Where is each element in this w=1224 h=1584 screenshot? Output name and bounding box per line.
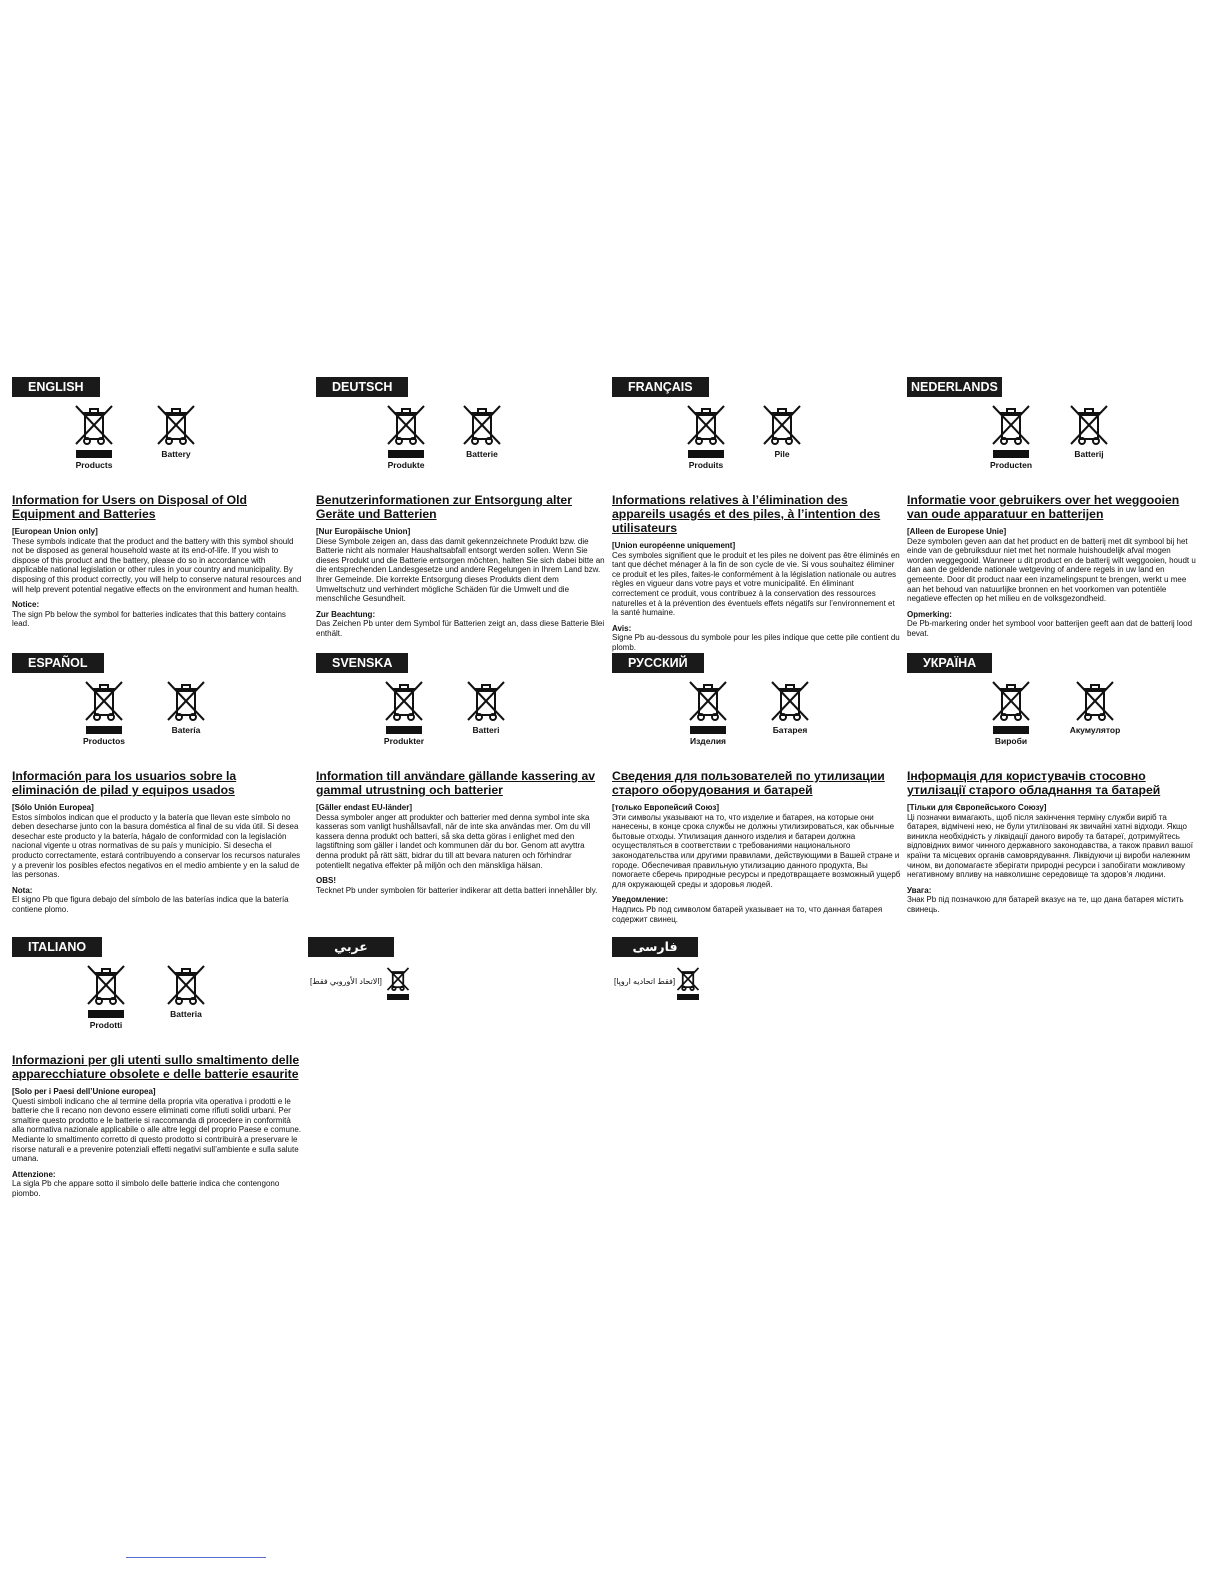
scope-label: [Nur Europäische Union] — [316, 527, 411, 536]
section-title: Informazioni per gli utenti sullo smaltimento delle apparecchiature obsolete e delle batterie esaurite — [12, 1053, 300, 1081]
crossed-bin-icon — [684, 677, 732, 725]
battery-label: Battery — [161, 449, 191, 459]
notice-text: La sigla Pb che appare sotto il simbolo delle batterie indica che contengono piombo. — [12, 1179, 280, 1198]
black-bar — [86, 726, 122, 734]
crossed-bin-icon — [674, 965, 702, 993]
crossed-bin-icon — [384, 965, 412, 993]
products-symbol — [668, 965, 708, 1002]
products-symbol — [981, 677, 1041, 746]
section-english — [12, 377, 302, 629]
body-text: Deze symbolen geven aan dat het product en de batterij met dit symbool bij het einde van de gebruiksduur niet met het normale huishoudelijk afval mogen worden weggegooid. Wanneer u dit product en de batterij wilt weggooien, houdt u dan aan de geldende nationale wetgeving of andere regels in uw land en gemeente. Door dit product naar een inzamelingspunt te brengen, werkt u mee aan het behoud van natuurlijke bronnen en het voorkomen van potentiële negatieve effecten op het milieu en de volksgezondheid. — [907, 536, 1196, 604]
products-label: Productos — [82, 736, 126, 746]
language-label: ESPAÑOL — [12, 653, 104, 673]
notice-title: Уведомление: — [612, 895, 668, 905]
notice-text: Tecknet Pb under symbolen för batterier indikerar att detta batteri innehåller bly. — [316, 885, 598, 895]
crossed-bin-icon — [766, 677, 814, 725]
crossed-bin-icon — [382, 401, 430, 449]
scope-label: [الاتحاد الأوروبي فقط] — [310, 977, 382, 986]
notice-text: Знак Pb під позначкою для батарей вказує на те, що дана батарея містить свинець. — [907, 895, 1184, 914]
section-deutsch — [316, 377, 606, 639]
crossed-bin-icon — [162, 677, 210, 725]
section-title: Сведения для пользователей по утилизации старого оборудования и батарей — [612, 769, 885, 797]
language-label: SVENSKA — [316, 653, 408, 673]
notice-text: De Pb-markering onder het symbool voor batterijen geeft aan dat de batterij lood bevat. — [907, 619, 1193, 638]
scope-label: [Union européenne uniquement] — [612, 541, 736, 550]
crossed-bin-icon — [1065, 401, 1113, 449]
crossed-bin-icon — [70, 401, 118, 449]
body-text: Ці позначки вимагають, щоб після закінчення терміну служби виріб та батарея, відмічені нею, не були утилізовані як звичайні хатні відходи. Якщо виникла необхідність у ліквідації даного виробу та батареї, дотримуйтесь відповідних вимог чинного державного законодавства, а також правил вашої країни та місцевих органів самоврядування. Ліквідуючи ці вироби належним чином, ви допомагаєте зберігати природні ресурси і запобігати можливому негативному впливу на навколишнє середовище та здоров’я людини. — [907, 812, 1193, 880]
section-title: Information for Users on Disposal of Old Equipment and Batteries — [12, 493, 247, 521]
products-symbol — [76, 961, 136, 1030]
crossed-bin-icon — [380, 677, 428, 725]
products-symbol — [678, 677, 738, 746]
products-symbol — [981, 401, 1041, 470]
products-symbol — [64, 401, 124, 470]
rtl-row — [612, 965, 902, 1005]
battery-symbol — [456, 677, 516, 735]
battery-label: Batteria — [170, 1009, 202, 1019]
body-text: Questi simboli indicano che al termine della propria vita operativa i prodotti e le batterie che li recano non devono essere eliminati come rifiuti solidi urbani. Per smaltire questo prodotto e le batterie si raccomanda di procedere in conformità alla normativa nazionale applicabile o alle altre leggi del proprio Paese e comune. Mediante lo smaltimento corretto di questo prodotto si contribuirà a preservare le risorse naturali e a prevenire potenziali effetti negativi sull’ambiente e sulla salute umana. — [12, 1096, 302, 1164]
scope-label: [только Европейсий Союз] — [612, 803, 720, 812]
black-bar — [993, 450, 1029, 458]
black-bar — [387, 994, 409, 1000]
battery-symbol — [156, 677, 216, 735]
black-bar — [677, 994, 699, 1000]
section-italiano — [12, 937, 302, 1199]
products-label: Produkte — [387, 460, 425, 470]
scope-label: [Alleen de Europese Unie] — [907, 527, 1007, 536]
scope-label: [Sólo Unión Europea] — [12, 803, 94, 812]
notice-title: OBS! — [316, 876, 336, 886]
notice-text: The sign Pb below the symbol for batteries indicates that this battery contains lead. — [12, 609, 286, 629]
section-title: Informations relatives à l’élimination des appareils usagés et des piles, à l’intention des utilisateurs — [612, 493, 881, 535]
disposal-symbols — [907, 399, 1197, 481]
products-symbol — [74, 677, 134, 746]
language-label: DEUTSCH — [316, 377, 408, 397]
section-ukraina — [907, 653, 1197, 915]
body-text: Estos símbolos indican que el producto y la batería que llevan este símbolo no deben desecharse junto con la basura doméstica al final de su vida útil. Si desea desechar este producto y la batería, hágalo de conformidad con la legislación nacional vigente u otras normativas de su país y municipio. Si desecha el producto correctamente, estará contribuyendo a conservar los recursos naturales y a prevenir los posibles efectos negativos en el medio ambiente y en la salud de las personas. — [12, 812, 301, 880]
notice-title: Notice: — [12, 600, 40, 610]
section-title: Information till användare gällande kassering av gammal utrustning och batterier — [316, 769, 596, 797]
products-label: Prodotti — [89, 1020, 123, 1030]
section-espanol — [12, 653, 302, 915]
crossed-bin-icon — [758, 401, 806, 449]
notice-title: Увага: — [907, 885, 932, 895]
section-title: Інформація для користувачів стосовно утилізації старого обладнання та батарей — [907, 769, 1161, 797]
disposal-symbols — [612, 399, 902, 481]
products-label: Producten — [989, 460, 1033, 470]
language-label: NEDERLANDS — [907, 377, 1002, 397]
products-label: Изделия — [689, 736, 727, 746]
black-bar — [88, 1010, 124, 1018]
products-label: Produkter — [383, 736, 425, 746]
language-label: ITALIANO — [12, 937, 102, 957]
notice-title: Avis: — [612, 623, 632, 633]
blue-underline — [126, 1557, 266, 1558]
disposal-symbols — [316, 675, 606, 757]
battery-label: Батарея — [772, 725, 808, 735]
section-arabic — [308, 937, 598, 1005]
disposal-symbols — [12, 399, 302, 481]
products-label: Produits — [688, 460, 724, 470]
body-text: Diese Symbole zeigen an, dass das damit gekennzeichnete Produkt bzw. die Batterie nicht als normaler Haushaltsabfall entsorgt werden sollen. Wenn Sie dieses Produkt und die Batterie entsorgen möchten, halten Sie sich dabei bitte an die entsprechenden Landesgesetze und andere Regelungen in Ihrem Land bzw. Ihrer Gemeinde. Die korrekte Entsorgung dieses Produkts dient dem Umweltschutz und verhindert mögliche Schäden für die Umwelt und die menschliche Gesundheit. — [316, 536, 605, 604]
disposal-symbols — [612, 675, 902, 757]
body-text: These symbols indicate that the product and the battery with this symbol should not be disposed as general household waste at its end-of-life. If you wish to dispose of this product and the battery, please do so in accordance with applicable national legislation or other rules in your country and municipality. By disposing of this product correctly, you will help to conserve natural resources and will help prevent potential negative effects on the environment and human health. — [12, 536, 302, 594]
body-text: Dessa symboler anger att produkter och batterier med denna symbol inte ska kasseras som vanligt hushållsavfall, när de inte ska användas mer. Om du vill kassera denna produkt och batteri, så ska detta göras i enlighet med den lagstiftning som gäller i landet och kommunen där du bor. Genom att avyttra denna produkt på rätt sätt, bidrar du till att bevara naturen och förhindrar potentiellt negativa effekter på miljön och den mänskliga hälsan. — [316, 812, 591, 870]
battery-label: Batería — [171, 725, 201, 735]
section-svenska — [316, 653, 606, 895]
body-text: Эти символы указывают на то, что изделие и батарея, на которые они нанесены, в конце срока службы не должны утилизироваться, как обычные бытовые отходы. Утилизация данного изделия и батареи должна осуществляться в соответствии с требованиями национального законодательства или другими правилами, действующими в Вашей стране и городе. Обеспечивая правильную утилизацию данного продукта, Вы помогаете сберечь природные ресурсы и предотвращаете возможный ущерб для окружающей среды и здоровья людей. — [612, 812, 901, 889]
battery-symbol — [452, 401, 512, 459]
battery-label: Batterij — [1074, 449, 1104, 459]
language-label: فارسی — [612, 937, 698, 957]
crossed-bin-icon — [987, 401, 1035, 449]
scope-label: [Solo per i Paesi dell’Unione europea] — [12, 1087, 156, 1096]
crossed-bin-icon — [152, 401, 200, 449]
notice-title: Opmerking: — [907, 609, 952, 619]
section-farsi — [612, 937, 902, 1005]
crossed-bin-icon — [458, 401, 506, 449]
black-bar — [690, 726, 726, 734]
notice-text: El signo Pb que figura debajo del símbolo de las baterías indica que la batería contiene plomo. — [12, 895, 289, 914]
crossed-bin-icon — [462, 677, 510, 725]
notice-title: Attenzione: — [12, 1169, 56, 1179]
black-bar — [76, 450, 112, 458]
products-label: Products — [75, 460, 113, 470]
section-francais — [612, 377, 902, 653]
products-symbol — [374, 677, 434, 746]
disposal-symbols — [12, 959, 302, 1041]
section-russkiy — [612, 653, 902, 924]
battery-label: Batterie — [466, 449, 498, 459]
rtl-row — [308, 965, 598, 1005]
section-nederlands — [907, 377, 1197, 639]
notice-title: Zur Beachtung: — [316, 609, 376, 619]
notice-text: Signe Pb au-dessous du symbole pour les piles indique que cette pile contient du plomb. — [612, 633, 900, 652]
battery-symbol — [156, 961, 216, 1019]
battery-symbol — [760, 677, 820, 735]
crossed-bin-icon — [82, 961, 130, 1009]
battery-symbol — [752, 401, 812, 459]
language-label: FRANÇAIS — [612, 377, 709, 397]
crossed-bin-icon — [987, 677, 1035, 725]
disposal-symbols — [12, 675, 302, 757]
products-symbol — [376, 401, 436, 470]
scope-label: [فقط اتحادیه اروپا] — [614, 977, 676, 986]
scope-label: [Gäller endast EU-länder] — [316, 803, 413, 812]
scope-label: [Тільки для Європейського Союзу] — [907, 803, 1047, 812]
section-title: Informatie voor gebruikers over het weggooien van oude apparatuur en batterijen — [907, 493, 1180, 521]
battery-label: Batteri — [472, 725, 500, 735]
battery-label: Pile — [774, 449, 790, 459]
products-symbol — [676, 401, 736, 470]
crossed-bin-icon — [682, 401, 730, 449]
products-symbol — [378, 965, 418, 1002]
crossed-bin-icon — [1071, 677, 1119, 725]
black-bar — [688, 450, 724, 458]
disposal-symbols — [316, 399, 606, 481]
section-title: Información para los usuarios sobre la eliminación de pilad y equipos usados — [12, 769, 237, 797]
body-text: Ces symboles signifient que le produit et les piles ne doivent pas être éliminés en tant que déchet ménager à la fin de son cycle de vie. Si vous souhaitez éliminer ce produit et les piles, faites-le conformément à la législation nationale ou autres règles en vigueur dans votre pays et votre municipalité. En éliminant correctement ce produit, vous contribuez à la conservation des ressources naturelles et à la prévention des éventuels effets négatifs sur l’environnement et la santé humaine. — [612, 550, 900, 618]
crossed-bin-icon — [162, 961, 210, 1009]
black-bar — [386, 726, 422, 734]
section-title: Benutzerinformationen zur Entsorgung alter Geräte und Batterien — [316, 493, 572, 521]
notice-text: Das Zeichen Pb unter dem Symbol für Batterien zeigt an, dass diese Batterie Blei enthält. — [316, 619, 605, 638]
products-label: Вироби — [994, 736, 1028, 746]
language-label: УКРАЇНА — [907, 653, 992, 673]
scope-label: [European Union only] — [12, 527, 98, 536]
battery-label: Акумулятор — [1069, 725, 1121, 735]
crossed-bin-icon — [80, 677, 128, 725]
battery-symbol — [1059, 401, 1119, 459]
black-bar — [388, 450, 424, 458]
black-bar — [993, 726, 1029, 734]
battery-symbol — [146, 401, 206, 459]
language-label: ENGLISH — [12, 377, 100, 397]
disposal-symbols — [907, 675, 1197, 757]
language-label: РУССКИЙ — [612, 653, 704, 673]
language-label: عربي — [308, 937, 394, 957]
notice-title: Nota: — [12, 885, 33, 895]
battery-symbol — [1065, 677, 1125, 735]
notice-text: Надпись Pb под символом батарей указывает на то, что данная батарея содержит свинец. — [612, 904, 883, 924]
